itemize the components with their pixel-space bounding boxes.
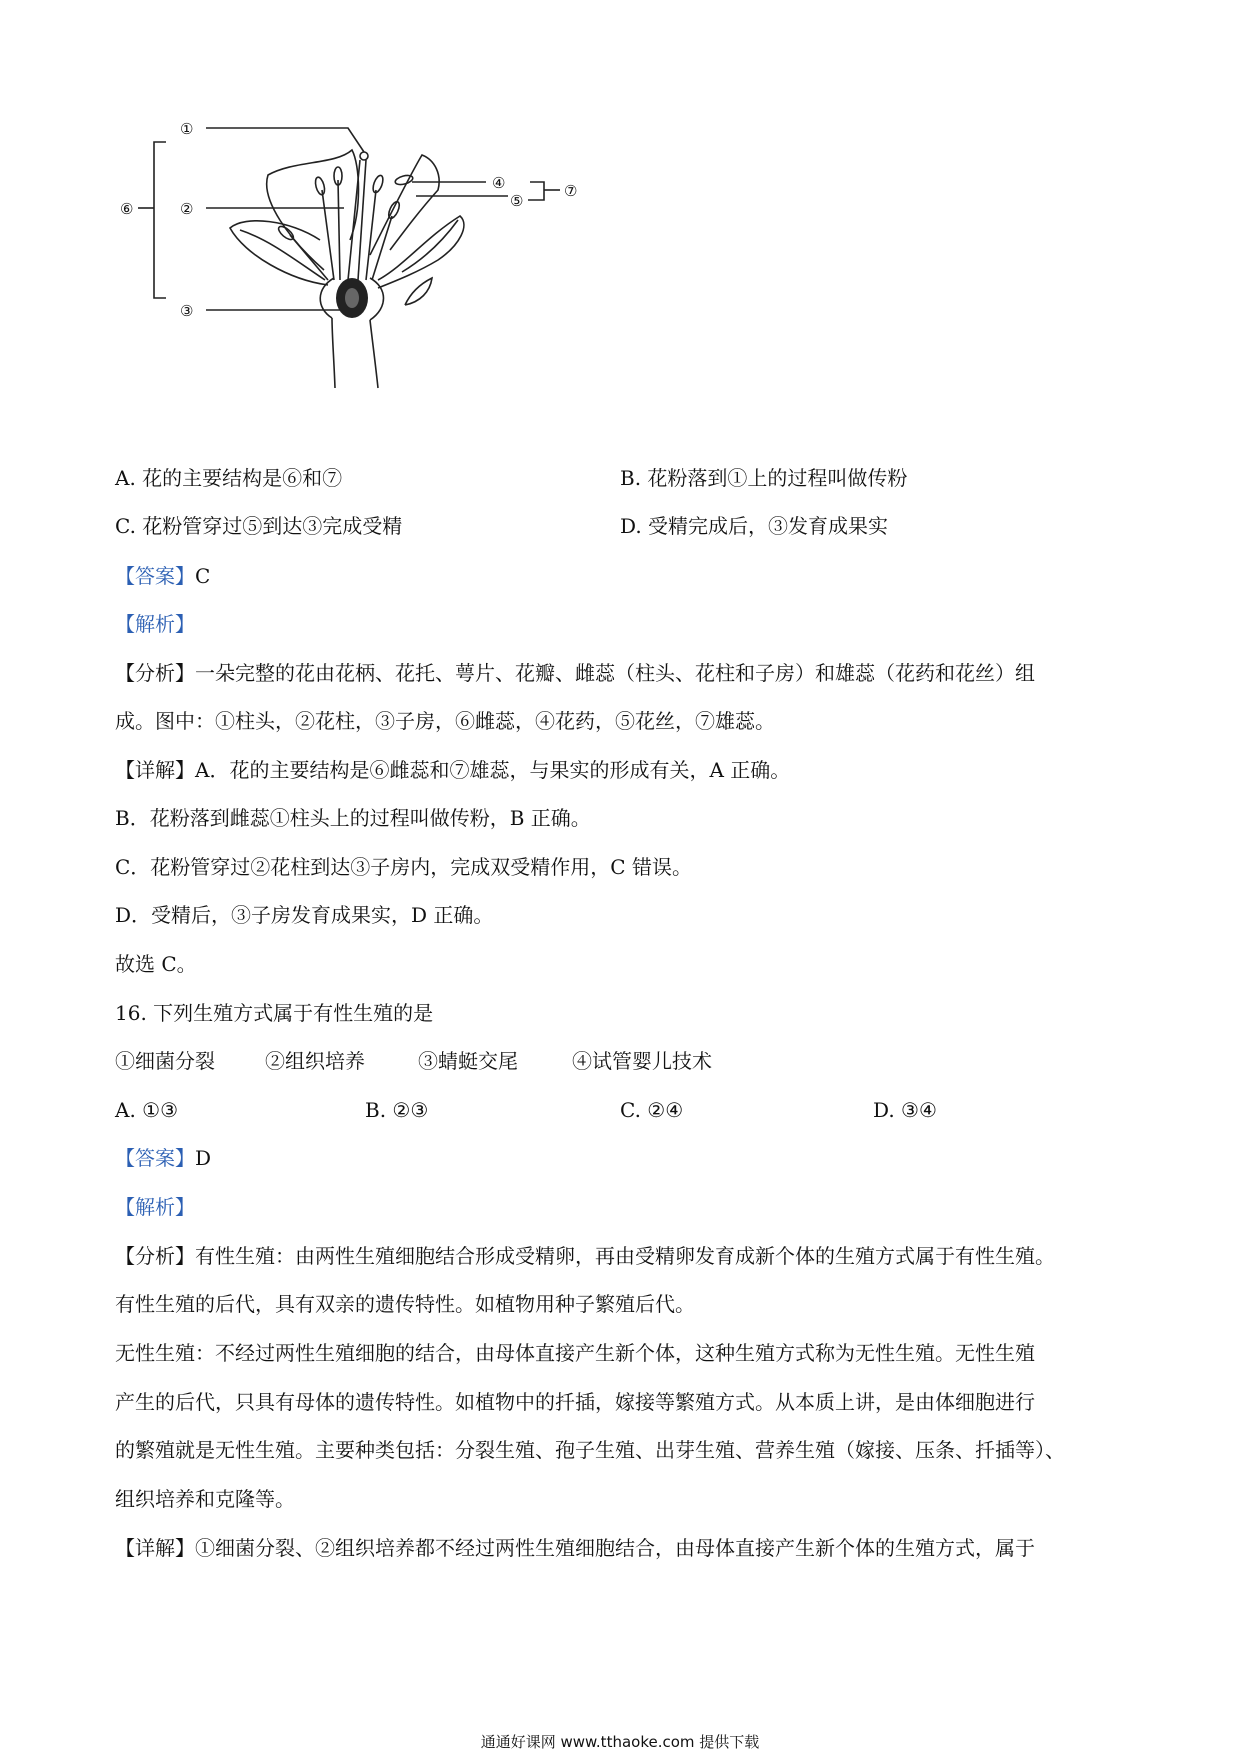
label-4: ④ bbox=[492, 174, 506, 192]
q16-analysis-tag: 【解析】 bbox=[115, 1195, 195, 1219]
q16-item: ④试管婴儿技术 bbox=[572, 1049, 712, 1073]
label-1: ① bbox=[180, 120, 194, 138]
answer-tag: 【答案】 bbox=[115, 564, 195, 588]
q16-option-c: C. ②④ bbox=[620, 1098, 684, 1122]
q15-detail-line: 【详解】A．花的主要结构是⑥雌蕊和⑦雄蕊，与果实的形成有关，A 正确。 bbox=[115, 758, 791, 782]
q16-question: 16. 下列生殖方式属于有性生殖的是 bbox=[115, 1001, 434, 1025]
q16-analysis-line: 组织培养和克隆等。 bbox=[115, 1487, 295, 1511]
label-2: ② bbox=[180, 200, 194, 218]
q16-analysis-line: 【分析】有性生殖：由两性生殖细胞结合形成受精卵，再由受精卵发育成新个体的生殖方式属于有性生殖。 bbox=[115, 1244, 1055, 1268]
q15-detail-line: B．花粉落到雌蕊①柱头上的过程叫做传粉，B 正确。 bbox=[115, 806, 591, 830]
q16-detail-line: 【详解】①细菌分裂、②组织培养都不经过两性生殖细胞结合，由母体直接产生新个体的生殖方式，属于 bbox=[115, 1536, 1035, 1560]
label-6: ⑥ bbox=[120, 200, 134, 218]
q15-option-c: C. 花粉管穿过⑤到达③完成受精 bbox=[115, 514, 403, 538]
answer-value: D bbox=[195, 1146, 212, 1170]
label-7: ⑦ bbox=[564, 182, 578, 200]
q16-answer bbox=[115, 1148, 211, 1168]
q15-detail-line: C．花粉管穿过②花柱到达③子房内，完成双受精作用，C 错误。 bbox=[115, 855, 692, 879]
q15-detail-line: D．受精后，③子房发育成果实，D 正确。 bbox=[115, 903, 494, 927]
q16-analysis-line: 有性生殖的后代，具有双亲的遗传特性。如植物用种子繁殖后代。 bbox=[115, 1292, 695, 1316]
q15-answer bbox=[115, 566, 210, 586]
q15-analysis-line: 【分析】一朵完整的花由花柄、花托、萼片、花瓣、雌蕊（柱头、花柱和子房）和雄蕊（花药和花丝）组 bbox=[115, 661, 1035, 685]
flower-structure-diagram bbox=[120, 120, 600, 390]
q16-item: ③蜻蜓交尾 bbox=[418, 1049, 518, 1073]
label-3: ③ bbox=[180, 302, 194, 320]
q15-analysis-line: 成。图中：①柱头，②花柱，③子房，⑥雌蕊，④花药，⑤花丝，⑦雄蕊。 bbox=[115, 709, 775, 733]
q16-analysis-line: 的繁殖就是无性生殖。主要种类包括：分裂生殖、孢子生殖、出芽生殖、营养生殖（嫁接、压条、扦插等）、 bbox=[115, 1438, 1065, 1462]
answer-tag: 【答案】 bbox=[115, 1146, 195, 1170]
q16-item: ①细菌分裂 bbox=[115, 1049, 215, 1073]
answer-value: C bbox=[195, 564, 211, 588]
q15-analysis-tag: 【解析】 bbox=[115, 612, 195, 636]
q15-detail-line: 故选 C。 bbox=[115, 952, 197, 976]
q16-analysis-line: 产生的后代，只具有母体的遗传特性。如植物中的扦插，嫁接等繁殖方式。从本质上讲，是由体细胞进行 bbox=[115, 1390, 1035, 1414]
q16-option-a: A. ①③ bbox=[115, 1098, 179, 1122]
q15-option-b: B. 花粉落到①上的过程叫做传粉 bbox=[620, 466, 908, 490]
q16-item: ②组织培养 bbox=[265, 1049, 365, 1073]
q16-option-d: D. ③④ bbox=[873, 1098, 937, 1122]
page-footer: 通通好课网 www.tthaoke.com 提供下载 bbox=[480, 1733, 760, 1751]
label-5: ⑤ bbox=[510, 192, 524, 210]
q16-option-b: B. ②③ bbox=[365, 1098, 429, 1122]
q16-analysis-line: 无性生殖：不经过两性生殖细胞的结合，由母体直接产生新个体，这种生殖方式称为无性生殖。无性生殖 bbox=[115, 1341, 1035, 1365]
q15-option-a: A. 花的主要结构是⑥和⑦ bbox=[115, 466, 343, 490]
q15-option-d: D. 受精完成后，③发育成果实 bbox=[620, 514, 889, 538]
